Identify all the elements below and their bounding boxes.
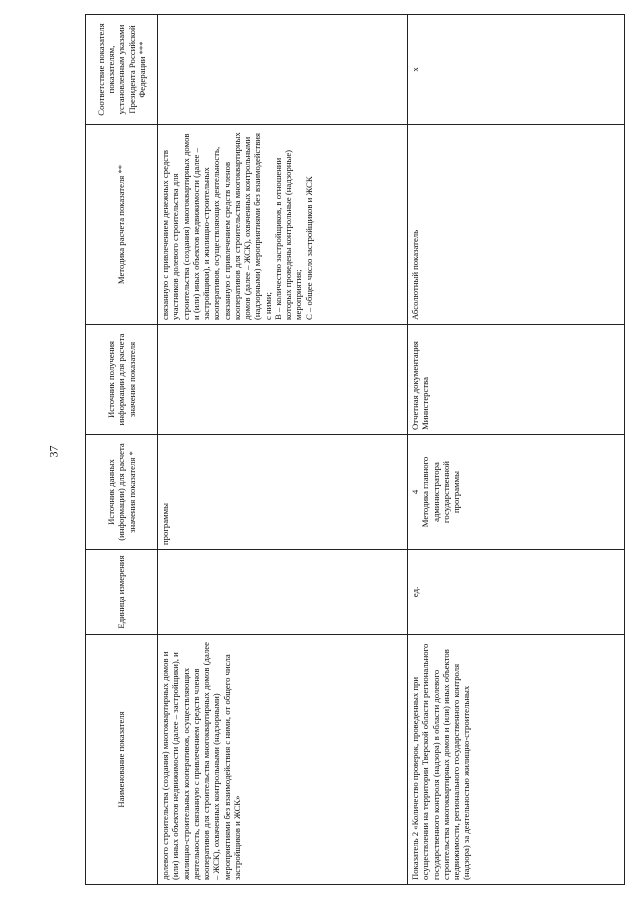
cell-name: Показатель 2 «Количество проверок, проведенных при осуществлении на территории Тверской области регионального государственного контроля (надзора) в области долевого строительства многоквартирных домов и (или) иных объектов недвижимости, регионального государственного контроля (надзора) за деятельностью жилищно-строительных (408, 635, 625, 885)
header-data-source: Источник данных (информации) для расчета значения показателя * (86, 435, 158, 550)
cell-unit: ед. (408, 550, 625, 635)
header-info-source: Источник получения информации для расчета значения показателя (86, 325, 158, 435)
method-c: C – общее число застройщиков и ЖСК (303, 176, 314, 320)
header-method: Методика расчета показателя ** (86, 125, 158, 325)
cell-unit (158, 550, 408, 635)
cell-compliance (158, 15, 408, 125)
cell-data-source: программы (158, 435, 408, 550)
header-name: Наименование показателя (86, 635, 158, 885)
table-row (408, 15, 625, 885)
header-unit: Единица измерения (86, 550, 158, 635)
cell-info-source (158, 325, 408, 435)
cell-name: долевого строительства (создания) многоквартирных домов и (или) иных объектов недвижимости (далее – застройщики), и жилищно-строительных кооперативов, осуществляющих деятельность, связанную с привлечением средств членов кооперативов для строительства многоквартирных домов (далее – ЖСК), охваченных контрольными (надзорными) мероприятиями без взаимодействия с ними, от общего числа застройщиков и ЖСК» (158, 635, 408, 885)
method-b: B – количество застройщиков, в отношении которых проведены контрольные (надзорные) мероприятия; (272, 149, 304, 320)
cell-method (158, 125, 408, 325)
method-text: связанную с привлечением денежных средств участников долевого строительства для строительства (создания) многоквартирных домов и (или) иных объектов недвижимости (далее – застройщики), и жилищно-строительных кооперативов, осуществляющих деятельность, связанную с привлечением средств членов кооперативов для строительства многоквартирных домов (далее – ЖСК), охваченных контрольными (надзорными) мероприятиями без взаимодействия с ними; (160, 132, 273, 320)
cell-method: Абсолютный показатель (408, 125, 625, 325)
cell-info-source: Отчетная документация Министерства (408, 325, 625, 435)
table-header-row (86, 15, 158, 885)
cell-compliance: x (408, 15, 625, 125)
indicators-table (85, 14, 625, 885)
cell-data-source: 4 Методика главного администратора государственной программы (408, 435, 625, 550)
rotated-table-wrapper (85, 15, 625, 885)
table-row (158, 15, 408, 885)
page-number: 37 (46, 445, 61, 458)
header-compliance: Соответствие показателя показателям, установленным указами Президента Российской Федерации *** (86, 15, 158, 125)
